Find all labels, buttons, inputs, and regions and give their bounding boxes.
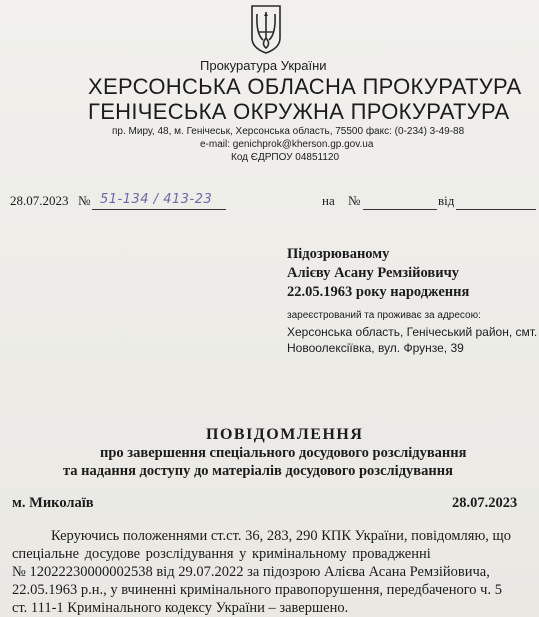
body-line-2: спеціальне досудове розслідування у кримінальному провадженні bbox=[12, 546, 431, 562]
recipient-address-line2: Новоолексіївка, вул. Фрунзе, 39 bbox=[287, 341, 464, 355]
outgoing-number-label: № bbox=[78, 193, 91, 208]
org-name-district: ГЕНІЧЕСЬКА ОКРУЖНА ПРОКУРАТУРА bbox=[88, 99, 510, 124]
outgoing-date: 28.07.2023 bbox=[10, 193, 69, 208]
ministry-name: Прокуратура України bbox=[200, 58, 327, 73]
body-line-3: № 12022230000002538 від 29.07.2022 за підозрою Алієва Асана Ремзійовича, bbox=[12, 564, 490, 580]
trident-emblem-icon bbox=[249, 4, 283, 54]
org-edrpou: Код ЄДРПОУ 04851120 bbox=[231, 152, 340, 163]
org-email: e-mail: genichprok@kherson.gp.gov.ua bbox=[200, 139, 374, 150]
incoming-number-label: № bbox=[348, 193, 361, 208]
recipient-address-label: зареєстрований та проживає за адресою: bbox=[287, 310, 481, 321]
place-city: м. Миколаїв bbox=[12, 495, 94, 511]
recipient-role: Підозрюваному bbox=[287, 246, 390, 262]
recipient-name: Алієву Асану Ремзійовичу bbox=[287, 265, 460, 281]
body-line-1: Керуючись положеннями ст.ст. 36, 283, 290 КПК України, повідомляю, що bbox=[51, 528, 511, 544]
document-title: ПОВІДОМЛЕННЯ bbox=[206, 426, 364, 443]
org-name-regional: ХЕРСОНСЬКА ОБЛАСНА ПРОКУРАТУРА bbox=[88, 74, 522, 99]
place-date: 28.07.2023 bbox=[452, 495, 518, 511]
incoming-date-label: від bbox=[438, 193, 455, 208]
incoming-date-line bbox=[456, 209, 536, 210]
incoming-on-label: на bbox=[322, 193, 335, 208]
body-line-5: ст. 111-1 Кримінального кодексу України – завершено. bbox=[12, 600, 349, 616]
outgoing-number-line bbox=[92, 209, 226, 210]
outgoing-number-handwritten: 51-134 / 413-23 bbox=[100, 192, 213, 207]
incoming-number-line bbox=[363, 209, 437, 210]
recipient-address-line1: Херсонська область, Генічеський район, смт. bbox=[287, 325, 538, 339]
document-subtitle-line1: про завершення спеціального досудового розслідування bbox=[100, 445, 467, 461]
recipient-birthdate: 22.05.1963 року народження bbox=[287, 284, 470, 300]
body-line-4: 22.05.1963 р.н., у вчиненні кримінального правопорушення, передбаченого ч. 5 bbox=[12, 582, 502, 598]
org-address: пр. Миру, 48, м. Генічеськ, Херсонська область, 75500 факс: (0-234) 3-49-88 bbox=[112, 126, 465, 137]
document-subtitle-line2: та надання доступу до матеріалів досудового розслідування bbox=[63, 463, 453, 479]
